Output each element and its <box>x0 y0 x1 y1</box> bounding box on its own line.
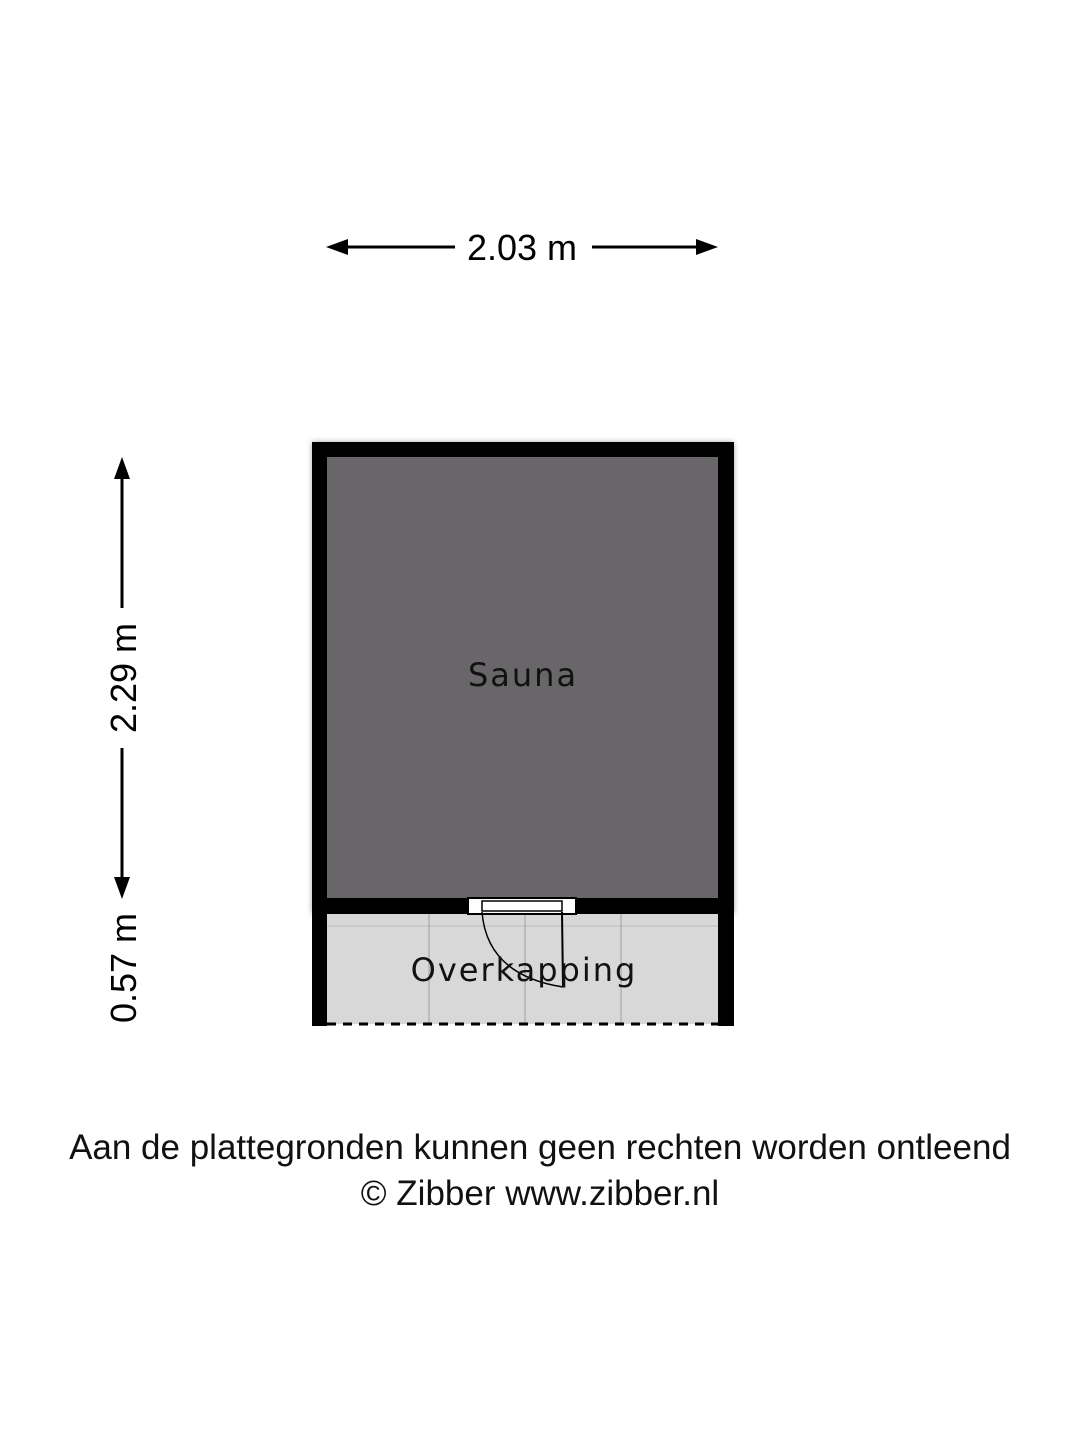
height-dimension-sauna <box>103 457 144 899</box>
door-threshold <box>482 901 562 911</box>
width-arrow-right-icon <box>696 239 718 255</box>
overkapping-wall-left <box>312 898 327 1026</box>
height-overkapping-label: 0.57 m <box>103 912 144 1024</box>
copyright-text: © Zibber www.zibber.nl <box>360 1174 720 1213</box>
height-arrow-down-icon <box>114 877 130 899</box>
overkapping-wall-right <box>718 898 734 1026</box>
width-dimension-label: 2.03 m <box>466 227 578 268</box>
width-arrow-left-icon <box>326 239 348 255</box>
height-sauna-label: 2.29 m <box>103 622 144 734</box>
width-dimension <box>326 227 718 268</box>
disclaimer-text: Aan de plattegronden kunnen geen rechten worden ontleend <box>69 1128 1011 1167</box>
overkapping-label: Overkapping <box>410 951 638 989</box>
sauna-label: Sauna <box>467 656 579 694</box>
